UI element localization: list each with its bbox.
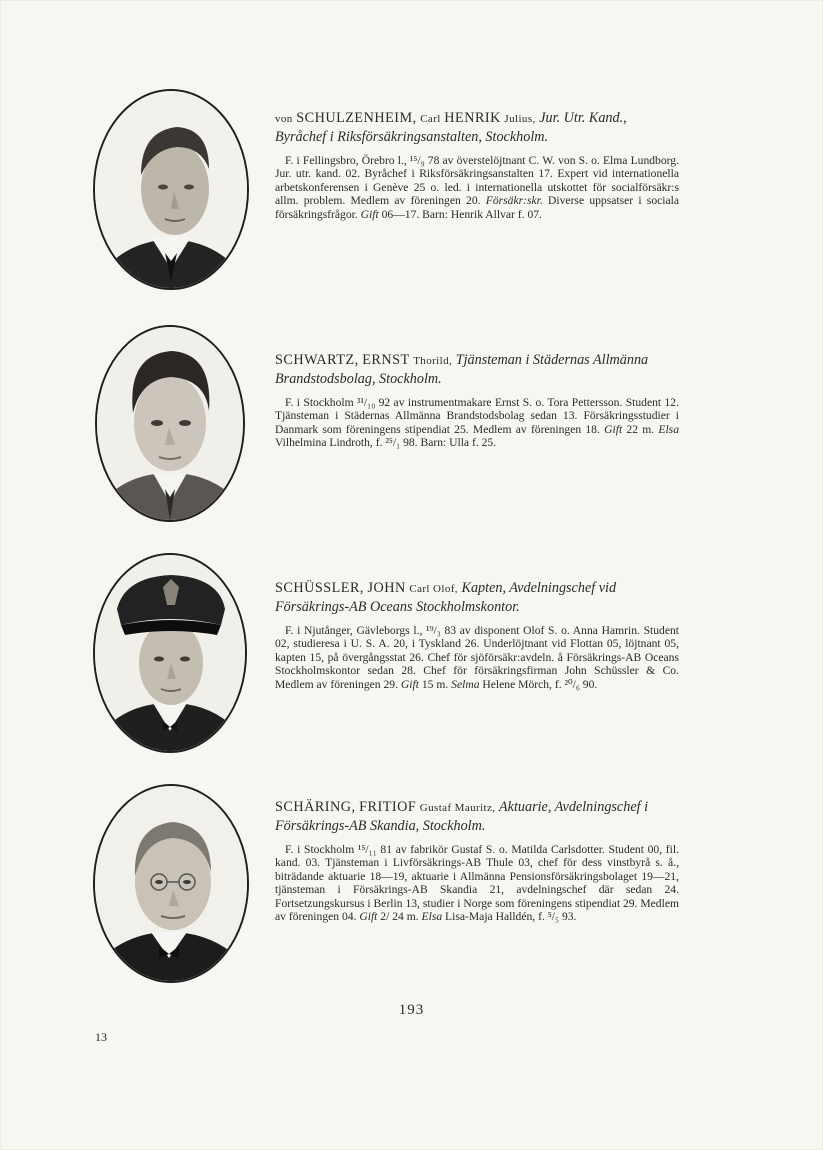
portrait-illustration: [95, 786, 247, 981]
surname: SCHWARTZ,: [275, 352, 359, 368]
marriage-text: Vilhelmina Lindroth, f. ²⁵/₁ 98. Barn: Ulla f. 25.: [275, 436, 497, 450]
literature-label: Försäkr:skr.: [485, 194, 543, 208]
marriage-text: 06—17. Barn: Henrik Allvar f. 07.: [378, 207, 542, 221]
biography: [275, 624, 679, 691]
biography: [275, 396, 679, 450]
marriage-text: Lisa-Maja Halldén, f. ⁵/₅ 93.: [442, 910, 577, 924]
given-name: Carl Olof,: [409, 583, 458, 595]
portrait-photo: [95, 555, 245, 751]
marriage-label: Gift: [360, 207, 379, 221]
bio-text: F. i Fellingsbro, Örebro l., ¹⁵/₉ 78 av överstelöjtnant C. W. von S. o. Elma Lundborg. Jur. utr. kand. 02. Byråchef i Riksförsäkringsanstalten 17. Expert vid internationella arbetskonferensen i Genève 25 o. led. i internationella utskottet för socialförsäkr:s allm. problem. Medlem av föreningen 20.: [275, 154, 679, 208]
spouse-name: Elsa: [421, 910, 443, 924]
bio-paragraph: [275, 843, 679, 923]
entry-heading: [275, 799, 679, 835]
marriage-text: 22 m.: [622, 422, 659, 436]
portrait-photo: [95, 91, 247, 288]
surname: SCHÄRING,: [275, 799, 356, 815]
bio-paragraph: [275, 624, 679, 691]
bio-text: F. i Stockholm ¹⁵/₁₁ 81 av fabrikör Gustaf S. o. Matilda Carlsdotter. Student 00, fil. kand. 03. Tjänsteman i Livförsäkrings-AB Thule 03, chef för dess vinstbyrå s. å., biträdande aktuarie 18—19, aktuarie i Allmänna Pensionsförsäkringsbolaget 19—21, tjänsteman i Försäkrings-AB Skandia 21, avdelningschef där sedan 24. Fortsetzungskursus i Berlin 13, studier i Norge som föreningens stipendiat 29. Medlem av föreningen 04.: [275, 843, 679, 924]
given-name-called: FRITIOF: [359, 799, 417, 815]
given-name: Carl: [420, 113, 441, 125]
marriage-label: Gift: [604, 422, 623, 436]
marriage-text: 15 m.: [418, 677, 452, 691]
signature-mark: 13: [95, 1030, 107, 1044]
marriage-label: Gift: [400, 677, 419, 691]
portrait-photo: [97, 327, 243, 520]
marriage-text: 2/ 24 m.: [377, 910, 422, 924]
bio-paragraph: [275, 396, 679, 450]
marriage-label: Gift: [359, 910, 378, 924]
occupation-title: Kapten, Avdelningschef vid Försäkrings-AB Oceans Stockholmskontor.: [275, 580, 617, 615]
occupation-title: Aktuarie, Avdelningschef i Försäkrings-AB Skandia, Stockholm.: [275, 799, 649, 834]
given-name-called: JOHN: [367, 580, 406, 596]
entry-heading: [275, 580, 679, 616]
given-name: Gustaf Mauritz,: [419, 802, 496, 814]
portrait-photo: [95, 786, 247, 981]
entry-heading: [275, 110, 679, 146]
portrait-illustration: [97, 327, 243, 520]
given-name-called: HENRIK: [444, 110, 501, 126]
surname: SCHULZENHEIM,: [296, 110, 417, 126]
biography: [275, 843, 679, 923]
spouse-name: Selma: [451, 677, 480, 691]
given-name-called: ERNST: [362, 352, 410, 368]
portrait-illustration: [95, 555, 245, 751]
given-name: Thorild,: [413, 355, 453, 367]
occupation-title: Jur. Utr. Kand., Byråchef i Riksförsäkringsanstalten, Stockholm.: [275, 110, 627, 145]
biography: [275, 154, 679, 221]
entry-heading: [275, 352, 679, 388]
bio-text: F. i Njutånger, Gävleborgs l., ¹⁹/₃ 83 av disponent Olof S. o. Anna Hamrin. Student 02, studieresa i U. S. A. 20, i Tyskland 26. Underlöjtnant vid Flottan 05, löjtnant 05, kapten 15, på övergångsstat 26. Chef för sjöförsäkr:avdeln. å Försäkrings-AB Oceans Stockholmskontor sedan 28. Chef för försäkringsfirman John Schüssler & Co. Medlem av föreningen 29.: [275, 624, 679, 691]
portrait-illustration: [95, 91, 247, 288]
literature-text: Diverse uppsatser i sociala försäkringsfrågor.: [275, 194, 679, 221]
spouse-name: Elsa: [658, 422, 679, 436]
surname: SCHÜSSLER,: [275, 580, 364, 596]
bio-paragraph: [275, 154, 679, 221]
occupation-title: Tjänsteman i Städernas Allmänna Brandstodsbolag, Stockholm.: [275, 352, 649, 387]
name-prefix: von: [275, 113, 293, 125]
marriage-text: Helene Mörch, f. ²⁰/₆ 90.: [479, 677, 598, 691]
page-number: 193: [398, 1002, 425, 1018]
bio-text: F. i Stockholm ³¹/₁₀ 92 av instrumentmakare Ernst S. o. Tora Pettersson. Student 12. Tjänsteman i Städernas Allmänna Brandstodsbolag sedan 13. Försäkringsstudier i Danmark som föreningens stipendiat 25. Medlem av föreningen 18.: [275, 396, 679, 436]
given-name: Julius,: [504, 113, 536, 125]
